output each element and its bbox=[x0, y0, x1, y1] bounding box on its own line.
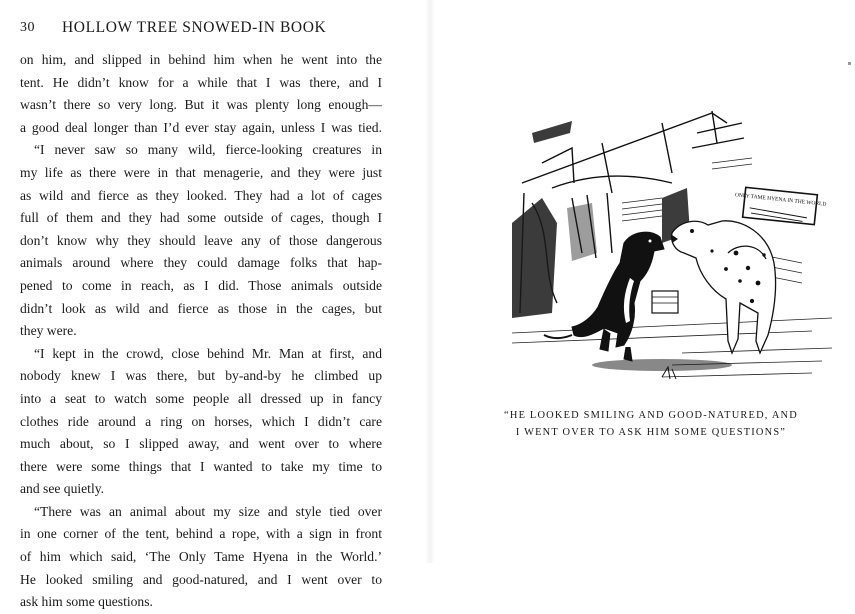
text-line: ask him some questions. bbox=[20, 594, 153, 610]
text-line: “I never saw so many wild, fierce-looking creatures in bbox=[34, 142, 382, 158]
running-head bbox=[20, 18, 382, 42]
text-line: into a seat to watch some people all dressed up in fancy bbox=[20, 390, 382, 406]
text-line: as wild and fierce as they looked. They had a lot of cages bbox=[20, 187, 382, 203]
text-line: and see quietly. bbox=[20, 481, 105, 497]
text-line: “I kept in the crowd, close behind Mr. Man at first, and bbox=[34, 345, 382, 361]
caption-line: “HE LOOKED SMILING AND GOOD-NATURED, AND bbox=[504, 410, 798, 421]
left-page bbox=[20, 18, 382, 614]
text-line: of him which said, ‘The Only Tame Hyena in the World.’ bbox=[20, 549, 382, 565]
shading bbox=[512, 121, 690, 318]
text-line: they were. bbox=[20, 323, 77, 339]
illustration-caption bbox=[470, 407, 832, 441]
text-line: a good deal longer than I’d ever stay again, unless I was tied. bbox=[20, 119, 382, 135]
running-title: HOLLOW TREE SNOWED-IN BOOK bbox=[62, 19, 327, 36]
text-line: full of them and they had some outside of cages, though I bbox=[20, 210, 382, 226]
text-line: “There was an animal about my size and style tied over bbox=[34, 503, 382, 519]
standing-hyena bbox=[672, 221, 776, 353]
body-text bbox=[20, 49, 382, 614]
text-line: don’t know why they should leave any of those dangerous bbox=[20, 232, 382, 248]
text-line: my life as there were in that menagerie, and they were just bbox=[20, 164, 382, 180]
text-line: on him, and slipped in behind him when he went into the bbox=[20, 52, 382, 67]
text-line: clothes ride around a ring on horses, which I didn’t care bbox=[20, 413, 382, 429]
illustration bbox=[512, 103, 842, 393]
text-line: there were some things that I wanted to take my time to bbox=[20, 458, 382, 474]
page-number: 30 bbox=[20, 20, 35, 35]
text-line: didn’t look as wild and fierce as those in the cages, but bbox=[20, 300, 382, 316]
text-line: wasn’t there so very long. But it was plenty long enough— bbox=[20, 97, 382, 113]
book-gutter bbox=[425, 0, 435, 563]
text-line: He looked smiling and good-natured, and I went over to bbox=[20, 571, 382, 587]
text-line: much about, so I slipped away, and went over to where bbox=[20, 436, 382, 452]
caption-line: I WENT OVER TO ASK HIM SOME QUESTIONS” bbox=[515, 427, 787, 438]
text-line: in one corner of the tent, behind a rope, with a sign in front bbox=[20, 526, 382, 542]
text-line: pened to come in reach, as I did. Those animals outside bbox=[20, 277, 382, 293]
hyena-sign bbox=[735, 187, 827, 224]
text-line: nobody knew I was there, but by-and-by he climbed up bbox=[20, 368, 382, 384]
text-line: tent. He didn’t know for a while that I was there, and I bbox=[20, 74, 382, 90]
page-edge-mark bbox=[848, 62, 851, 65]
seated-hyena bbox=[544, 232, 664, 361]
text-line: animals around where they could damage folks that hap- bbox=[20, 255, 382, 271]
sign-text: ONLY TAME HYENA IN THE WORLD bbox=[734, 192, 827, 208]
